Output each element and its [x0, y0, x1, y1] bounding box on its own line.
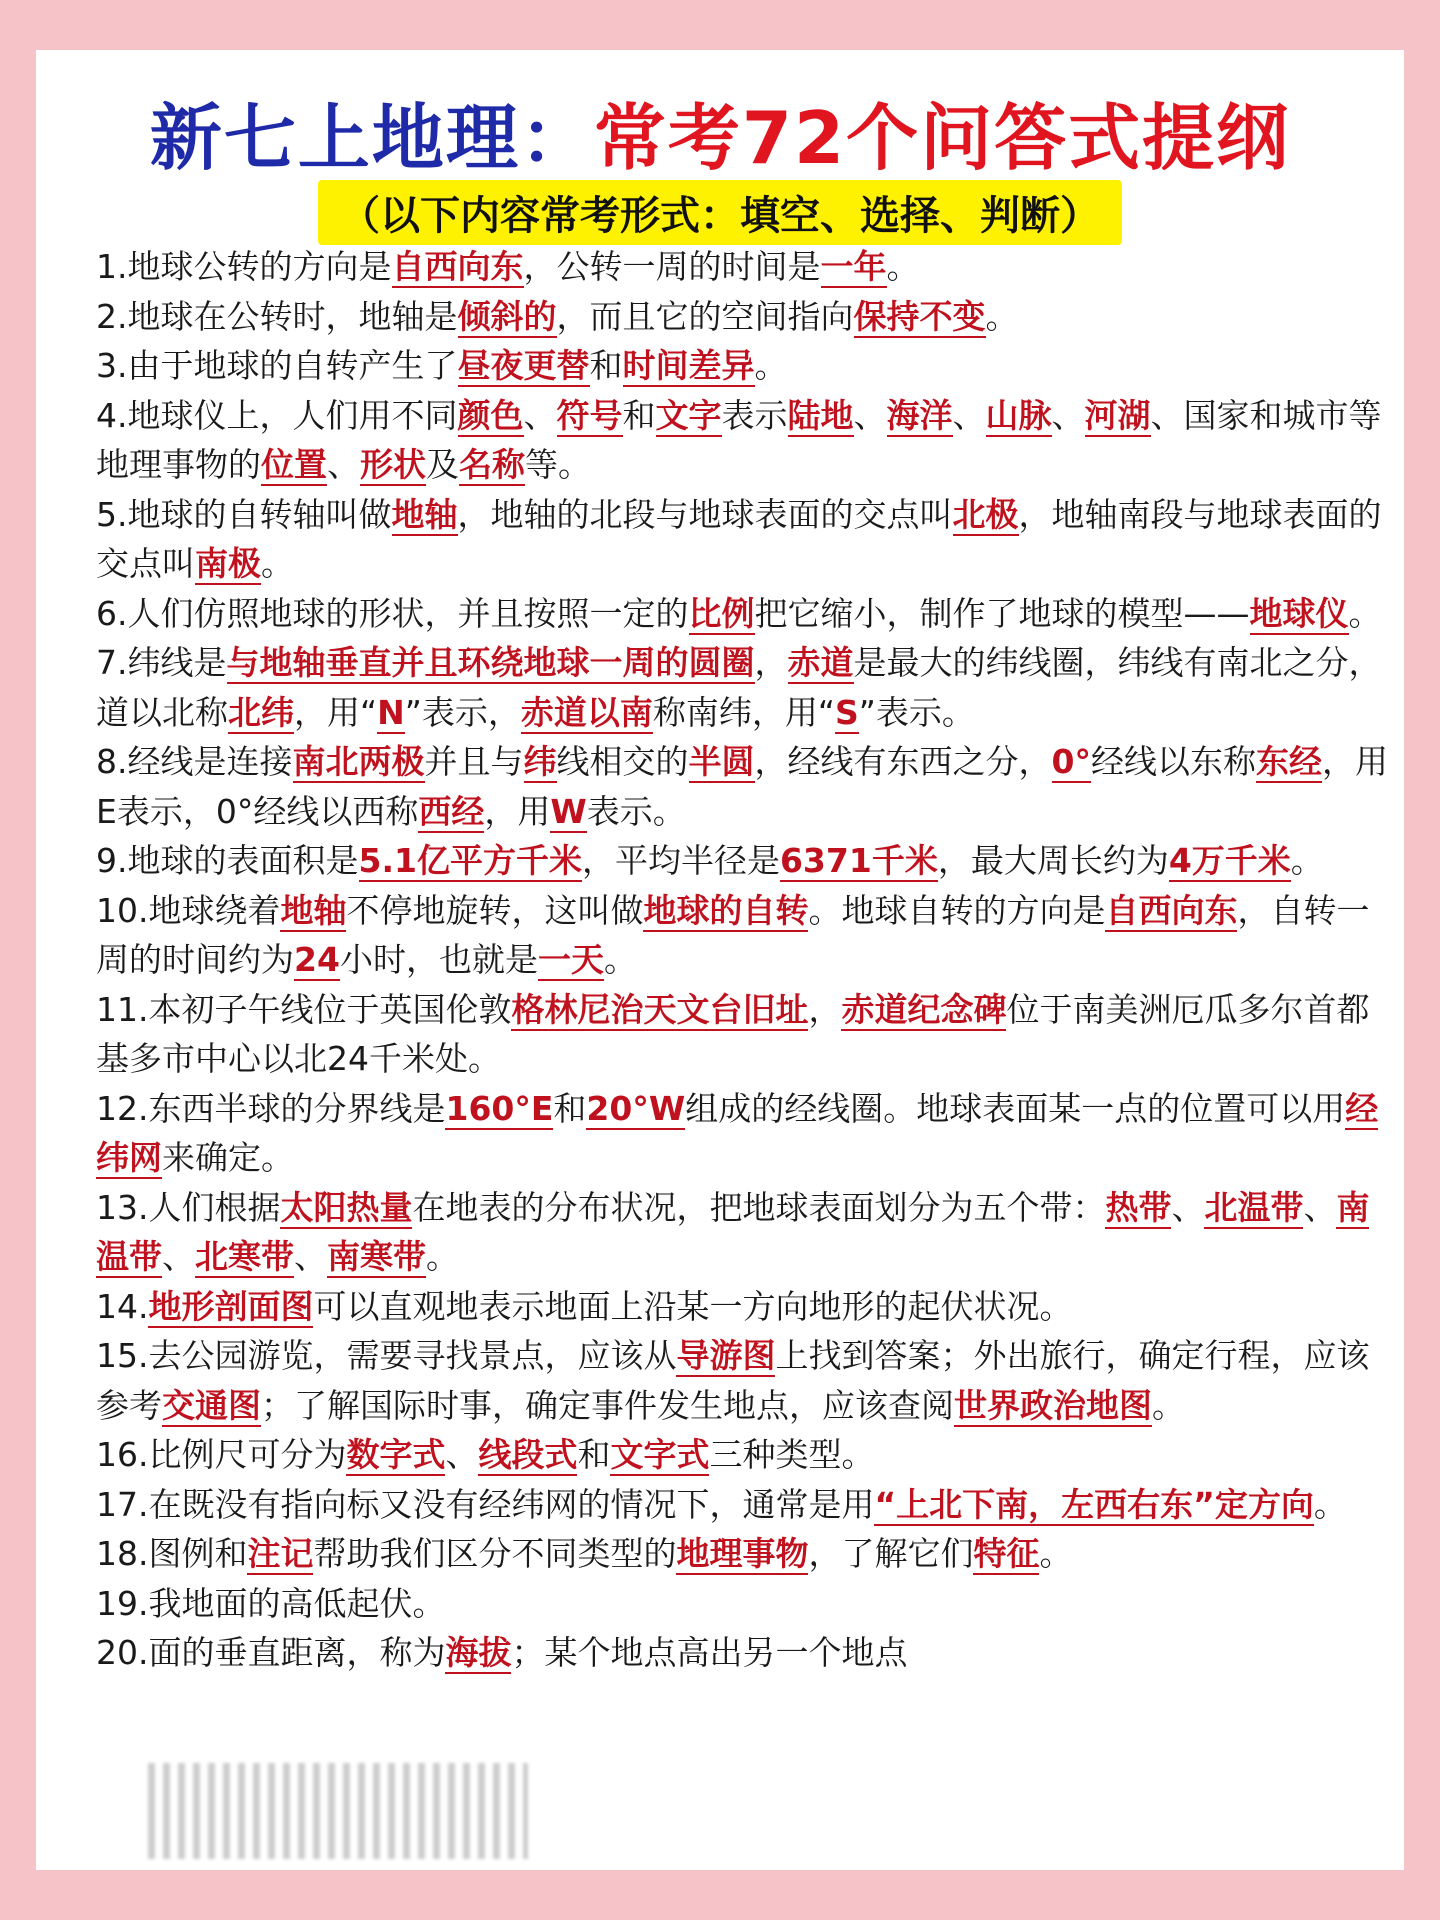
question-text: 在地表的分布状况，把地球表面划分为五个带： [412, 1187, 1106, 1227]
privacy-mosaic [148, 1763, 528, 1859]
qa-list [96, 242, 1388, 1678]
question-text: 并且与 [424, 742, 524, 781]
answer-text: “上北下南，左西右东”定方向 [874, 1484, 1314, 1524]
answer-text: 比例 [688, 593, 755, 633]
qa-item [96, 638, 1388, 737]
answer-text: 半圆 [688, 742, 755, 781]
question-text: ，而且它的空间指向 [556, 296, 854, 336]
question-text: 三种类型。 [709, 1435, 875, 1474]
answer-text: 东经 [1255, 742, 1322, 781]
question-text: 4.地球仪上，人们用不同 [96, 395, 458, 435]
answer-text: 海洋 [886, 395, 953, 435]
question-text: 上找到答案；外出旅行，确定行程，应该参考 [96, 1336, 1370, 1425]
answer-text: 颜色 [457, 395, 524, 435]
qa-item [96, 1628, 1388, 1678]
answer-text: 地轴 [280, 890, 347, 930]
qa-item [96, 737, 1388, 836]
question-text: 、 [294, 1237, 327, 1276]
answer-text: 山脉 [985, 395, 1052, 435]
question-text: 。 [1348, 593, 1382, 633]
question-text: 位于南美洲厄瓜多尔首都基多市中心以北24千米处。 [96, 989, 1370, 1078]
question-text: 。 [261, 544, 294, 583]
question-text: 是最大的纬线圈，纬线有南北之分，道以北称 [96, 643, 1382, 732]
answer-text: 与地轴垂直并且环绕地球一周的圆圈 [226, 643, 755, 682]
question-text: 把它缩小，制作了地球的模型—— [754, 593, 1250, 633]
question-text: 组成的经线圈。地球表面某一点的位置可以用 [685, 1088, 1346, 1128]
answer-text: 保持不变 [853, 296, 986, 336]
qa-item [96, 242, 1388, 292]
question-text: 表示 [721, 395, 788, 435]
note-sheet [36, 50, 1404, 1870]
answer-text: 太阳热量 [280, 1187, 413, 1227]
question-text: 。 [985, 296, 1019, 336]
question-text: 和 [589, 346, 623, 385]
question-text: 来确定。 [162, 1138, 294, 1177]
question-text: 、国家和城市等地理事物的 [96, 395, 1382, 484]
question-text: 等。 [525, 445, 591, 484]
qa-item [96, 1183, 1388, 1282]
question-text: ，经线有东西之分， [754, 742, 1052, 781]
question-text: ；了解国际时事，确定事件发生地点，应该查阅 [261, 1385, 954, 1425]
question-text: 可以直观地表示地面上沿某一方向地形的起伏状况。 [313, 1286, 1073, 1326]
question-text: 、 [445, 1435, 479, 1474]
qa-item [96, 391, 1388, 490]
question-text: 。 [1313, 1484, 1347, 1524]
question-text: 经线以东称 [1090, 742, 1256, 781]
answer-text: 地球仪 [1249, 593, 1349, 633]
answer-text: 地理事物 [676, 1534, 809, 1573]
question-text: 。 [754, 346, 788, 385]
answer-text: 陆地 [787, 395, 854, 435]
question-text: ，用“ [294, 692, 378, 732]
question-text: ， [754, 643, 788, 682]
page-title [36, 80, 1404, 184]
qa-item [96, 1579, 1388, 1629]
question-text: ，最大周长约为 [937, 841, 1169, 880]
question-text: 、 [952, 395, 986, 435]
question-text: ，用 [484, 791, 551, 831]
question-text: ，地轴的北段与地球表面的交点叫 [457, 494, 953, 534]
answer-text: 0° [1051, 742, 1091, 781]
answer-text: 数字式 [346, 1435, 446, 1474]
question-text: 、 [523, 395, 557, 435]
question-text: 14. [96, 1286, 149, 1326]
question-text: 、 [1051, 395, 1085, 435]
question-text: 。 [886, 247, 920, 286]
question-text: 。 [1152, 1385, 1185, 1425]
question-text: 18.图例和 [96, 1534, 248, 1573]
answer-text: 6371千米 [779, 841, 938, 880]
question-text: 5.地球的自转轴叫做 [96, 494, 392, 534]
question-text: ”表示， [404, 692, 521, 732]
question-text: ；某个地点高出另一个地点 [511, 1633, 908, 1672]
answer-text: 赤道 [787, 643, 854, 682]
answer-text: 自西向东 [391, 247, 524, 286]
qa-item [96, 589, 1388, 639]
answer-text: 格林尼治天文台旧址 [511, 989, 809, 1029]
answer-text: 南寒带 [327, 1237, 426, 1276]
qa-item [96, 1282, 1388, 1332]
qa-item [96, 886, 1388, 985]
question-text: 8.经线是连接 [96, 742, 293, 781]
question-text: 7.纬线是 [96, 643, 227, 682]
answer-text: 交通图 [162, 1385, 261, 1425]
question-text: 及 [426, 445, 459, 484]
answer-text: 符号 [556, 395, 623, 435]
answer-text: 南北两极 [292, 742, 425, 781]
answer-text: 线段式 [478, 1435, 578, 1474]
question-text: 表示。 [586, 791, 686, 831]
question-text: ，了解它们 [808, 1534, 974, 1573]
answer-text: 一年 [820, 247, 887, 286]
question-text: 、 [327, 445, 360, 484]
question-text: ，平均半径是 [581, 841, 780, 880]
answer-text: 20°W [586, 1088, 686, 1128]
question-text: 面的垂直距离，称为 [148, 1633, 446, 1672]
question-text: 9.地球的表面积是 [96, 841, 359, 880]
question-text: ，公转一周的时间是 [523, 247, 821, 286]
question-text: 线相交的 [556, 742, 689, 781]
answer-text: 北寒带 [195, 1237, 294, 1276]
answer-text: 5.1亿平方千米 [358, 841, 582, 880]
answer-text: 热带 [1105, 1187, 1172, 1227]
question-text: 地面的高低起伏。 [181, 1583, 446, 1623]
answer-text: 地轴 [391, 494, 458, 534]
question-text: 20. [96, 1633, 149, 1672]
answer-text: 北纬 [228, 692, 294, 732]
qa-item [96, 1331, 1388, 1430]
question-text: 、 [1171, 1187, 1205, 1227]
answer-text: 文字式 [610, 1435, 710, 1474]
answer-text: 北温带 [1204, 1187, 1304, 1227]
question-text: 15.去公园游览，需要寻找景点，应该从 [96, 1336, 677, 1375]
question-text: ， [808, 989, 842, 1029]
question-text: 和 [622, 395, 656, 435]
answer-text: 倾斜的 [457, 296, 557, 336]
question-text: 、 [853, 395, 887, 435]
answer-text: 24 [294, 940, 340, 979]
answer-text: 世界政治地图 [954, 1385, 1152, 1425]
question-text: 。 [603, 940, 637, 979]
answer-text: 南极 [195, 544, 261, 583]
question-text: 称南纬，用“ [652, 692, 835, 732]
question-text: 帮助我们区分不同类型的 [313, 1534, 677, 1573]
answer-text: 自西向东 [1105, 890, 1238, 930]
qa-item [96, 341, 1388, 391]
answer-text: 注记 [247, 1534, 314, 1573]
title-topic: 常考72个问答式提纲 [593, 96, 1291, 180]
question-text: 不停地旋转，这叫做 [346, 890, 644, 930]
qa-item [96, 490, 1388, 589]
question-text: 。 [426, 1237, 459, 1276]
question-text: 6.人们仿照地球的形状，并且按照一定的 [96, 593, 689, 633]
answer-text: W [550, 791, 587, 831]
question-text: 17.在既没有指向标又没有经纬网的情况下，通常是用 [96, 1484, 875, 1524]
answer-text: 海拔 [445, 1633, 512, 1672]
question-text: 16.比例尺可分为 [96, 1435, 347, 1474]
answer-text: N [377, 692, 405, 732]
question-text: 2.地球在公转时，地轴是 [96, 296, 458, 336]
answer-text: 西经 [418, 791, 485, 831]
answer-text: 昼夜更替 [457, 346, 590, 385]
answer-text: 经纬网 [96, 1088, 1379, 1177]
answer-text: 河湖 [1084, 395, 1151, 435]
answer-text: 位置 [261, 445, 327, 484]
question-text: 1.地球公转的方向是 [96, 247, 392, 286]
question-text: ，用E表示，0°经线以西称 [96, 742, 1388, 831]
question-text: 3.由于地球的自转产生了 [96, 346, 458, 385]
answer-text: 特征 [973, 1534, 1040, 1573]
answer-text: 160°E [445, 1088, 554, 1128]
answer-text: 地形剖面图 [148, 1286, 314, 1326]
question-text: 和 [577, 1435, 611, 1474]
answer-text: 南温带 [96, 1187, 1370, 1276]
qa-item [96, 1084, 1388, 1183]
answer-text: 时间差异 [622, 346, 755, 385]
question-text: 、 [1303, 1187, 1337, 1227]
question-text: ，自转一周的时间约为 [96, 890, 1370, 979]
question-text: 。 [1290, 841, 1324, 880]
qa-item [96, 836, 1388, 886]
answer-text: 北极 [952, 494, 1019, 534]
answer-text: 4万千米 [1168, 841, 1291, 880]
question-text: 19.我 [96, 1583, 182, 1623]
answer-text: 赤道纪念碑 [841, 989, 1007, 1029]
qa-item [96, 985, 1388, 1084]
answer-text: 导游图 [676, 1336, 776, 1375]
qa-item [96, 1430, 1388, 1480]
title-subject: 新七上地理： [149, 96, 594, 180]
answer-text: 地球的自转 [643, 890, 809, 930]
qa-item [96, 1480, 1388, 1530]
answer-text: 赤道以南 [520, 692, 653, 732]
answer-text: 形状 [360, 445, 426, 484]
question-text: 小时，也就是 [339, 940, 538, 979]
answer-text: 名称 [459, 445, 525, 484]
question-text: ，地轴南段与地球表面的交点叫 [96, 494, 1382, 583]
question-text: 。地球自转的方向是 [808, 890, 1106, 930]
answer-text: 纬 [523, 742, 557, 781]
question-text: 13.人们根据 [96, 1187, 281, 1227]
question-text: 。 [1039, 1534, 1073, 1573]
question-text: 11.本初子午线位于英国伦敦 [96, 989, 512, 1029]
subtitle-highlight: （以下内容常考形式：填空、选择、判断） [318, 180, 1122, 245]
answer-text: 一天 [537, 940, 604, 979]
answer-text: 文字 [655, 395, 722, 435]
question-text: ”表示。 [858, 692, 975, 732]
question-text: 、 [162, 1237, 195, 1276]
question-text: 12.东西半球的分界线是 [96, 1088, 446, 1128]
answer-text: S [834, 692, 859, 732]
qa-item [96, 1529, 1388, 1579]
qa-item [96, 292, 1388, 342]
question-text: 和 [553, 1088, 587, 1128]
question-text: 10.地球绕着 [96, 890, 281, 930]
